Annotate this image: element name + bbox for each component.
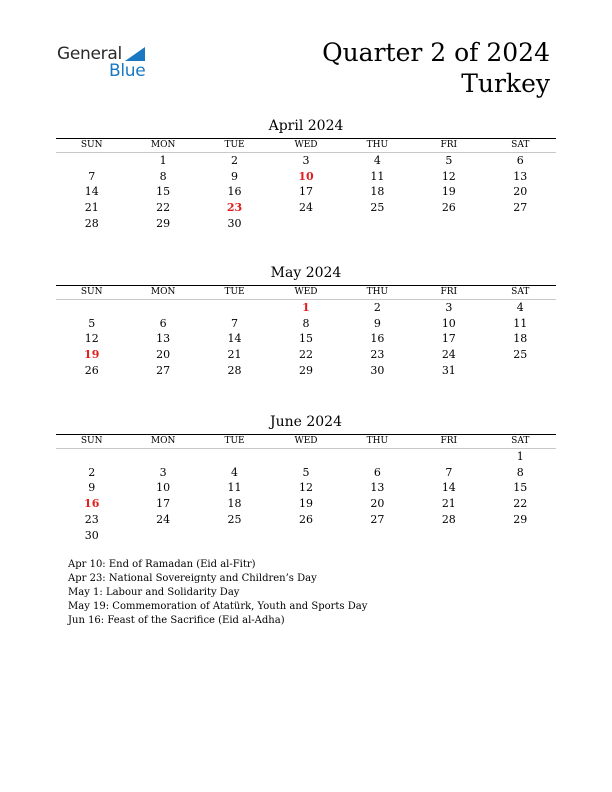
month-june xyxy=(56,412,556,543)
week-row xyxy=(56,300,556,316)
day-cell: 2 xyxy=(88,465,96,479)
day-cell: 27 xyxy=(370,512,385,526)
day-cell: 3 xyxy=(159,465,167,479)
week-row xyxy=(56,200,556,216)
day-cell: 10 xyxy=(156,481,171,495)
day-cell: 5 xyxy=(445,154,453,167)
day-cell: 17 xyxy=(298,185,313,199)
day-cell: 19 xyxy=(84,348,100,362)
generalblue-logo xyxy=(57,44,167,84)
weekday-label: SAT xyxy=(485,286,556,300)
weekday-label: SAT xyxy=(485,435,556,449)
holiday-note: Jun 16: Feast of the Sacrifice (Eid al-Adha) xyxy=(68,615,285,626)
day-cell: 26 xyxy=(298,512,313,526)
holiday-note: Apr 10: End of Ramadan (Eid al-Fitr) xyxy=(68,559,256,570)
day-cell: 11 xyxy=(227,481,242,495)
day-cell: 13 xyxy=(513,169,528,183)
day-cell: 7 xyxy=(231,316,239,330)
holiday-note: May 1: Labour and Solidarity Day xyxy=(68,587,240,598)
day-cell: 28 xyxy=(84,216,99,230)
month-april xyxy=(56,116,556,232)
week-row xyxy=(56,528,556,544)
day-cell xyxy=(199,528,270,544)
day-cell xyxy=(485,528,556,544)
logo-triangle-icon xyxy=(125,47,145,61)
day-cell: 24 xyxy=(441,348,456,362)
day-cell: 12 xyxy=(441,169,456,183)
weekday-header-row xyxy=(56,286,556,300)
calendar-grid xyxy=(56,286,556,379)
day-cell xyxy=(342,449,413,465)
weekday-label: FRI xyxy=(413,286,484,300)
holiday-note: Apr 23: National Sovereignty and Children’s Day xyxy=(68,573,317,584)
day-cell: 15 xyxy=(513,481,528,495)
day-cell: 1 xyxy=(516,450,524,463)
day-cell: 3 xyxy=(445,301,453,314)
day-cell: 7 xyxy=(88,169,96,183)
day-cell: 8 xyxy=(516,465,524,479)
day-cell: 14 xyxy=(441,481,456,495)
day-cell xyxy=(127,449,198,465)
day-cell: 28 xyxy=(227,363,242,377)
day-cell: 20 xyxy=(156,348,171,362)
weekday-label: SUN xyxy=(56,435,127,449)
week-row xyxy=(56,316,556,332)
day-cell: 10 xyxy=(298,169,314,183)
weekday-label: SAT xyxy=(485,139,556,153)
day-cell: 12 xyxy=(84,332,99,346)
day-cell: 13 xyxy=(370,481,385,495)
day-cell xyxy=(342,528,413,544)
title-country: Turkey xyxy=(461,69,550,98)
day-cell xyxy=(199,449,270,465)
day-cell: 30 xyxy=(370,363,385,377)
weekday-label: MON xyxy=(127,286,198,300)
week-row xyxy=(56,216,556,232)
day-cell: 14 xyxy=(227,332,242,346)
day-cell: 21 xyxy=(441,497,456,511)
day-cell: 1 xyxy=(159,154,167,167)
weekday-label: SUN xyxy=(56,139,127,153)
week-row xyxy=(56,496,556,512)
weekday-label: TUE xyxy=(199,435,270,449)
day-cell: 29 xyxy=(298,363,313,377)
week-row xyxy=(56,331,556,347)
day-cell xyxy=(270,216,341,232)
day-cell: 15 xyxy=(298,332,313,346)
day-cell: 13 xyxy=(156,332,171,346)
page-title xyxy=(322,37,550,99)
day-cell: 17 xyxy=(441,332,456,346)
day-cell: 19 xyxy=(298,497,313,511)
day-cell xyxy=(127,528,198,544)
day-cell: 1 xyxy=(302,301,310,314)
day-cell: 4 xyxy=(516,301,524,314)
day-cell: 27 xyxy=(156,363,171,377)
weekday-header-row xyxy=(56,435,556,449)
day-cell: 18 xyxy=(227,497,242,511)
day-cell: 22 xyxy=(513,497,528,511)
day-cell: 22 xyxy=(298,348,313,362)
day-cell: 2 xyxy=(373,301,381,314)
weekday-label: WED xyxy=(270,435,341,449)
day-cell: 28 xyxy=(441,512,456,526)
weekday-label: THU xyxy=(342,139,413,153)
day-cell xyxy=(413,216,484,232)
day-cell: 6 xyxy=(159,316,167,330)
day-cell xyxy=(413,449,484,465)
weekday-label: WED xyxy=(270,286,341,300)
day-cell: 26 xyxy=(441,201,456,215)
day-cell: 4 xyxy=(231,465,239,479)
logo-word-blue: Blue xyxy=(109,61,146,81)
day-cell: 5 xyxy=(88,316,96,330)
weekday-label: FRI xyxy=(413,435,484,449)
day-cell xyxy=(56,449,127,465)
month-name: May 2024 xyxy=(270,265,342,281)
day-cell: 12 xyxy=(298,481,313,495)
day-cell: 26 xyxy=(84,363,99,377)
day-cell: 11 xyxy=(513,316,528,330)
week-row xyxy=(56,347,556,363)
day-cell: 25 xyxy=(370,201,385,215)
day-cell xyxy=(485,216,556,232)
day-cell: 21 xyxy=(227,348,242,362)
week-row xyxy=(56,512,556,528)
day-cell: 20 xyxy=(513,185,528,199)
day-cell: 29 xyxy=(513,512,528,526)
day-cell: 16 xyxy=(370,332,385,346)
day-cell: 20 xyxy=(370,497,385,511)
weekday-label: SUN xyxy=(56,286,127,300)
day-cell: 16 xyxy=(84,497,100,511)
weekday-label: FRI xyxy=(413,139,484,153)
month-name: June 2024 xyxy=(269,414,342,430)
week-row xyxy=(56,480,556,496)
day-cell: 9 xyxy=(231,169,239,183)
day-cell: 29 xyxy=(156,216,171,230)
holiday-note: May 19: Commemoration of Atatürk, Youth and Sports Day xyxy=(68,601,368,612)
week-row xyxy=(56,363,556,379)
weekday-header-row xyxy=(56,139,556,153)
day-cell: 30 xyxy=(84,528,99,542)
day-cell xyxy=(270,449,341,465)
day-cell: 6 xyxy=(516,154,524,167)
calendar-grid xyxy=(56,139,556,232)
weekday-label: THU xyxy=(342,286,413,300)
day-cell: 18 xyxy=(513,332,528,346)
day-cell: 24 xyxy=(156,512,171,526)
day-cell: 9 xyxy=(88,481,96,495)
day-cell: 5 xyxy=(302,465,310,479)
day-cell: 14 xyxy=(84,185,99,199)
logo-word-general: General xyxy=(57,44,122,64)
day-cell xyxy=(56,300,127,316)
calendar-grid xyxy=(56,435,556,543)
week-row xyxy=(56,169,556,185)
day-cell: 3 xyxy=(302,154,310,167)
month-may xyxy=(56,263,556,379)
weekday-label: WED xyxy=(270,139,341,153)
title-quarter: Quarter 2 of 2024 xyxy=(322,38,550,67)
day-cell xyxy=(413,528,484,544)
day-cell xyxy=(56,153,127,169)
day-cell xyxy=(485,363,556,379)
month-name: April 2024 xyxy=(268,118,344,134)
day-cell: 27 xyxy=(513,201,528,215)
day-cell xyxy=(127,300,198,316)
day-cell: 25 xyxy=(513,348,528,362)
day-cell xyxy=(270,528,341,544)
day-cell: 22 xyxy=(156,201,171,215)
day-cell: 11 xyxy=(370,169,385,183)
day-cell: 25 xyxy=(227,512,242,526)
day-cell xyxy=(199,300,270,316)
day-cell: 17 xyxy=(156,497,171,511)
weekday-label: TUE xyxy=(199,286,270,300)
weekday-label: MON xyxy=(127,139,198,153)
day-cell: 2 xyxy=(231,154,239,167)
day-cell: 30 xyxy=(227,216,242,230)
day-cell: 19 xyxy=(441,185,456,199)
day-cell xyxy=(342,216,413,232)
day-cell: 7 xyxy=(445,465,453,479)
day-cell: 6 xyxy=(373,465,381,479)
day-cell: 8 xyxy=(302,316,310,330)
day-cell: 23 xyxy=(370,348,385,362)
day-cell: 9 xyxy=(373,316,381,330)
week-row xyxy=(56,449,556,465)
holiday-notes xyxy=(68,558,367,628)
week-row xyxy=(56,465,556,481)
week-row xyxy=(56,184,556,200)
weekday-label: MON xyxy=(127,435,198,449)
day-cell: 8 xyxy=(159,169,167,183)
day-cell: 15 xyxy=(156,185,171,199)
day-cell: 31 xyxy=(441,363,456,377)
day-cell: 16 xyxy=(227,185,242,199)
day-cell: 18 xyxy=(370,185,385,199)
day-cell: 21 xyxy=(84,201,99,215)
weekday-label: TUE xyxy=(199,139,270,153)
day-cell: 23 xyxy=(226,201,243,215)
weekday-label: THU xyxy=(342,435,413,449)
day-cell: 4 xyxy=(373,154,381,167)
day-cell: 10 xyxy=(441,316,456,330)
week-row xyxy=(56,153,556,169)
day-cell: 24 xyxy=(298,201,313,215)
day-cell: 23 xyxy=(84,512,99,526)
